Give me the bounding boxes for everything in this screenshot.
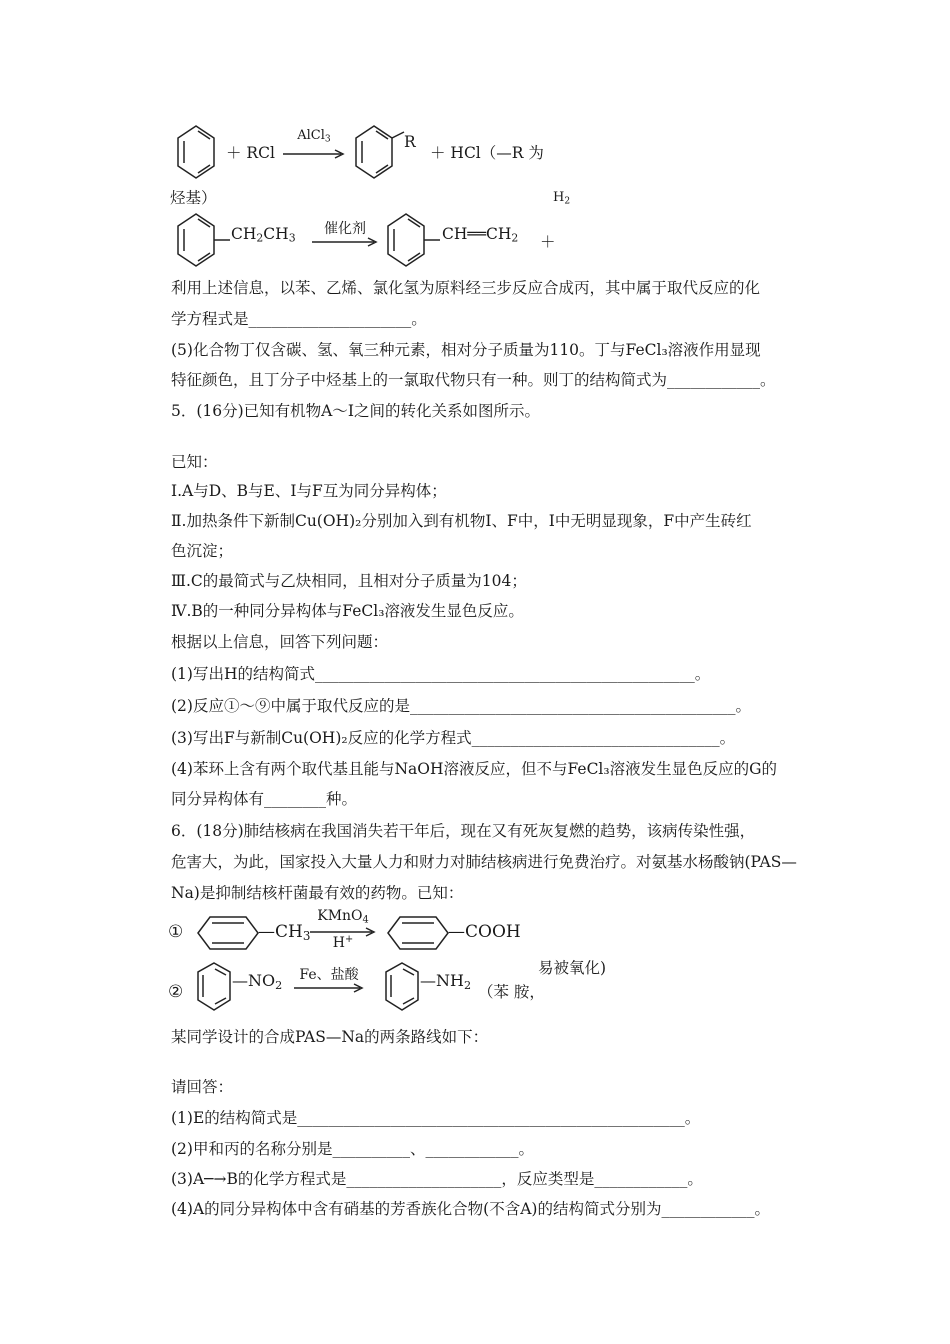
q4-line1: 利用上述信息，以苯、乙烯、氯化氢为原料经三步反应合成丙，其中属于取代反应的化 [171, 279, 761, 297]
p6-line3: Na)是抑制结核杆菌最有效的药物。已知： [171, 884, 464, 902]
p5-item3: Ⅲ.C的最简式与乙炔相同，且相对分子质量为104； [171, 572, 527, 590]
p6-r1-product-group: —COOH [448, 922, 521, 942]
p6-r2-amino: $—NH_2$ [420, 971, 472, 992]
q5-line2: 特征颜色，且丁分子中烃基上的一氯取代物只有一种。则丁的结构简式为____________。 [171, 371, 776, 389]
p6-r1-methyl: $—CH_3$ [258, 922, 311, 943]
p6-q1: (1)E的结构简式是__________________________________________________。 [171, 1109, 701, 1127]
eq2-vinyl-group: $CH══CH_2$ [442, 225, 519, 245]
eq1-plus-rcl: ＋ RCl [226, 144, 275, 162]
eq2-ethyl-group: $CH_2CH_3$ [231, 225, 296, 245]
p5-item1: Ⅰ.A与D、B与E、I与F互为同分异构体； [171, 482, 447, 500]
alkylbenzene-ring-product [354, 124, 406, 180]
p5-item4: Ⅳ.B的一种同分异构体与FeCl₃溶液发生显色反应。 [171, 602, 524, 620]
p6-line2: 危害大，为此，国家投入大量人力和财力对肺结核病进行免费治疗。对氨基水杨酸钠(PAS— [171, 853, 797, 871]
p6-r1-reagent-bottom: H+ [332, 934, 354, 951]
p5-known: 已知： [171, 453, 218, 471]
p6-r2-reagent: Fe、盐酸 [299, 967, 359, 983]
styrene-ring [386, 212, 442, 268]
p5-q1: (1)写出H的结构简式_________________________________________________。 [171, 665, 711, 683]
p6-r1-arrow [310, 908, 376, 954]
eq2-catalyst: 催化剂 [324, 221, 366, 237]
toluene-ring [196, 913, 264, 953]
p6-r2-number: ② [168, 982, 184, 1002]
p5-q2: (2)反应①～⑨中属于取代反应的是__________________________________________。 [171, 697, 751, 715]
p6-route: 某同学设计的合成PAS—Na的两条路线如下： [171, 1028, 489, 1046]
p5-item2a: Ⅱ.加热条件下新制Cu(OH)₂分别加入到有机物I、F中，I中无明显现象，F中产生砖红 [171, 512, 752, 530]
eq1-r-label: R [404, 133, 416, 151]
q5-line1: (5)化合物丁仅含碳、氢、氧三种元素，相对分子质量为110。丁与FeCl₃溶液作用显现 [171, 341, 761, 359]
p6-q3: (3)A─→B的化学方程式是____________________，反应类型是____________。 [171, 1170, 703, 1188]
p6-q4: (4)A的同分异构体中含有硝基的芳香族化合物(不含A)的结构简式分别为____________。 [171, 1200, 770, 1218]
p5-q4b: 同分异构体有________种。 [171, 790, 358, 808]
eq2-arrow [312, 218, 378, 248]
eq2-h2: $H_2$ [553, 190, 571, 207]
q4-line2: 学方程式是_____________________。 [171, 310, 427, 328]
p6-reply: 请回答： [171, 1078, 234, 1096]
benzoic-acid-ring [386, 913, 454, 953]
eq1-tail2: 烃基） [170, 189, 217, 207]
p6-r2-arrow [294, 964, 364, 996]
p6-r2-nitro: $—NO_2$ [232, 971, 283, 992]
p6-r2-note2: 易被氧化) [538, 959, 607, 977]
p5-title: 5．(16分)已知有机物A～I之间的转化关系如图所示。 [171, 402, 540, 420]
p6-line1: 6．(18分)肺结核病在我国消失若干年后，现在又有死灰复燃的趋势，该病传染性强， [171, 822, 756, 840]
p5-ask: 根据以上信息，回答下列问题： [171, 633, 389, 651]
ethylbenzene-ring [176, 212, 232, 268]
p5-item2b: 色沉淀； [171, 542, 234, 560]
eq1-tail: ＋ HCl（—R 为 [430, 144, 544, 162]
p5-q3: (3)写出F与新制Cu(OH)₂反应的化学方程式________________________________。 [171, 729, 736, 747]
p6-r1-number: ① [168, 922, 184, 942]
eq1-catalyst: AlCl$_3$ [297, 128, 331, 145]
eq1-arrow [283, 128, 345, 160]
p6-r1-reagent-top: KMnO$_4$ [317, 908, 369, 926]
eq2-plus: ＋ [540, 233, 556, 251]
p6-q2: (2)甲和丙的名称分别是__________、____________。 [171, 1140, 534, 1158]
p5-q4a: (4)苯环上含有两个取代基且能与NaOH溶液反应，但不与FeCl₃溶液发生显色反应的G的 [171, 760, 777, 778]
p6-r2-note: （苯 胺， [478, 983, 545, 1001]
benzene-ring-reactant [176, 124, 216, 180]
